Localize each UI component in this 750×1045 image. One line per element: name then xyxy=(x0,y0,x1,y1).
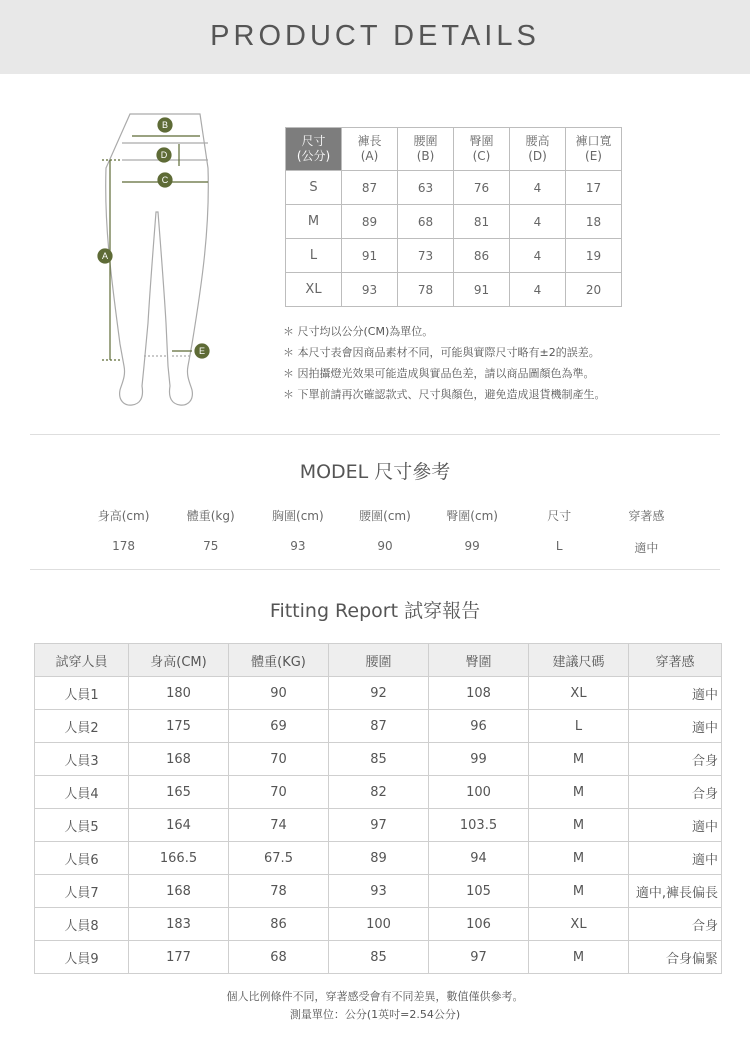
table-cell: 73 xyxy=(398,239,454,273)
table-cell: 85 xyxy=(329,941,429,974)
leggings-diagram xyxy=(92,108,222,413)
table-cell: XL xyxy=(286,273,342,307)
table-cell: 67.5 xyxy=(229,842,329,875)
table-cell: 人員1 xyxy=(35,677,129,710)
table-cell: 建議尺碼 xyxy=(529,644,629,677)
table-cell: S xyxy=(286,171,342,205)
table-cell: 適中 xyxy=(629,710,722,743)
table-cell: 164 xyxy=(129,809,229,842)
table-cell: 腰圍 xyxy=(329,644,429,677)
table-cell: 人員8 xyxy=(35,908,129,941)
table-cell: 適中 xyxy=(629,842,722,875)
table-cell: 78 xyxy=(229,875,329,908)
table-cell: 17 xyxy=(566,171,622,205)
table-cell: 合身 xyxy=(629,743,722,776)
table-cell: 87 xyxy=(329,710,429,743)
table-cell: 合身偏緊 xyxy=(629,941,722,974)
table-cell: 105 xyxy=(429,875,529,908)
fitting-header-row xyxy=(35,644,722,677)
table-cell: M xyxy=(529,776,629,809)
divider xyxy=(30,569,720,570)
table-cell: 臀圍 xyxy=(429,644,529,677)
page-header xyxy=(0,0,750,74)
label-c: C xyxy=(161,175,169,185)
table-cell: 人員6 xyxy=(35,842,129,875)
size-row xyxy=(286,171,622,205)
fitting-row xyxy=(35,677,722,710)
table-cell: 97 xyxy=(329,809,429,842)
table-cell: 4 xyxy=(510,205,566,239)
table-cell: 19 xyxy=(566,239,622,273)
table-cell: 70 xyxy=(229,776,329,809)
fitting-row xyxy=(35,941,722,974)
fitting-row xyxy=(35,842,722,875)
table-cell: 合身 xyxy=(629,776,722,809)
model-title: MODEL 尺寸參考 xyxy=(299,461,451,483)
size-header-cell: 臀圍 (C) xyxy=(454,128,510,171)
table-cell: 78 xyxy=(398,273,454,307)
table-cell: 人員9 xyxy=(35,941,129,974)
size-header-cell: 腰高 (D) xyxy=(510,128,566,171)
table-cell: 90 xyxy=(229,677,329,710)
table-cell: 166.5 xyxy=(129,842,229,875)
table-cell: 穿著感 xyxy=(629,644,722,677)
table-cell: 4 xyxy=(510,239,566,273)
table-cell: 76 xyxy=(454,171,510,205)
table-cell: 適中 xyxy=(629,677,722,710)
table-cell: 165 xyxy=(129,776,229,809)
table-cell: 168 xyxy=(129,875,229,908)
table-cell: 69 xyxy=(229,710,329,743)
table-cell: 合身 xyxy=(629,908,722,941)
table-cell: 100 xyxy=(429,776,529,809)
fitting-row xyxy=(35,743,722,776)
table-cell: 103.5 xyxy=(429,809,529,842)
size-header-cell: 尺寸 (公分) xyxy=(286,128,342,171)
note-line: ＊ 因拍攝燈光效果可能造成與實品色差，請以商品圖顏色為準。 xyxy=(283,367,595,380)
table-cell: M xyxy=(286,205,342,239)
label-d: D xyxy=(160,150,168,160)
fitting-table xyxy=(34,643,722,974)
table-cell: M xyxy=(529,743,629,776)
size-notes xyxy=(283,321,606,405)
model-values: 178 75 93 90 99 L 適中 xyxy=(112,539,659,555)
table-cell: 18 xyxy=(566,205,622,239)
table-cell: XL xyxy=(529,908,629,941)
table-cell: 70 xyxy=(229,743,329,776)
label-b: B xyxy=(161,120,169,130)
fitting-row xyxy=(35,875,722,908)
table-cell: 87 xyxy=(342,171,398,205)
table-cell: 試穿人員 xyxy=(35,644,129,677)
table-cell: 身高(CM) xyxy=(129,644,229,677)
size-row xyxy=(286,205,622,239)
table-cell: 180 xyxy=(129,677,229,710)
footer-line-1: 個人比例條件不同，穿著感受會有不同差異，數值僅供參考。 xyxy=(226,990,524,1003)
table-cell: M xyxy=(529,809,629,842)
table-cell: M xyxy=(529,842,629,875)
table-cell: 68 xyxy=(398,205,454,239)
fitting-row xyxy=(35,710,722,743)
label-a: A xyxy=(101,251,109,261)
table-cell: L xyxy=(286,239,342,273)
size-table xyxy=(285,127,622,307)
table-cell: 人員4 xyxy=(35,776,129,809)
table-cell: 97 xyxy=(429,941,529,974)
table-cell: 81 xyxy=(454,205,510,239)
size-header-cell: 褲長 (A) xyxy=(342,128,398,171)
label-e: E xyxy=(198,346,206,356)
table-cell: 108 xyxy=(429,677,529,710)
table-cell: 體重(KG) xyxy=(229,644,329,677)
size-row xyxy=(286,273,622,307)
table-cell: 68 xyxy=(229,941,329,974)
table-cell: 人員3 xyxy=(35,743,129,776)
table-cell: 人員5 xyxy=(35,809,129,842)
table-cell: 175 xyxy=(129,710,229,743)
note-line: ＊ 本尺寸表會因商品素材不同，可能與實際尺寸略有±2的誤差。 xyxy=(283,346,600,359)
table-cell: 適中 xyxy=(629,809,722,842)
table-cell: 177 xyxy=(129,941,229,974)
table-cell: XL xyxy=(529,677,629,710)
size-row xyxy=(286,239,622,273)
note-line: ＊ 尺寸均以公分(CM)為單位。 xyxy=(283,325,434,338)
table-cell: 100 xyxy=(329,908,429,941)
table-cell: 85 xyxy=(329,743,429,776)
table-cell: 20 xyxy=(566,273,622,307)
table-cell: 63 xyxy=(398,171,454,205)
table-cell: 4 xyxy=(510,273,566,307)
table-cell: 適中,褲長偏長 xyxy=(629,875,722,908)
model-headers: 身高(cm) 體重(kg) 胸圍(cm) 腰圍(cm) 臀圍(cm) 尺寸 穿著感 xyxy=(97,509,665,523)
table-cell: 93 xyxy=(342,273,398,307)
fitting-row xyxy=(35,776,722,809)
table-cell: 91 xyxy=(454,273,510,307)
table-cell: 91 xyxy=(342,239,398,273)
note-line: ＊ 下單前請再次確認款式、尺寸與顏色，避免造成退貨機制產生。 xyxy=(283,388,606,401)
table-cell: 96 xyxy=(429,710,529,743)
table-cell: 人員7 xyxy=(35,875,129,908)
table-cell: 人員2 xyxy=(35,710,129,743)
table-cell: M xyxy=(529,941,629,974)
page-title: PRODUCT DETAILS xyxy=(210,20,540,52)
table-cell: 92 xyxy=(329,677,429,710)
table-cell: 106 xyxy=(429,908,529,941)
fitting-row xyxy=(35,908,722,941)
table-cell: 82 xyxy=(329,776,429,809)
table-cell: 86 xyxy=(229,908,329,941)
table-cell: L xyxy=(529,710,629,743)
fitting-row xyxy=(35,809,722,842)
table-cell: 99 xyxy=(429,743,529,776)
footer-note xyxy=(0,988,750,1024)
size-header-cell: 腰圍 (B) xyxy=(398,128,454,171)
table-cell: 89 xyxy=(342,205,398,239)
table-cell: 74 xyxy=(229,809,329,842)
size-header-cell: 褲口寬 (E) xyxy=(566,128,622,171)
fitting-title: Fitting Report 試穿報告 xyxy=(269,600,481,622)
table-cell: M xyxy=(529,875,629,908)
table-cell: 94 xyxy=(429,842,529,875)
divider xyxy=(30,434,720,435)
model-table xyxy=(80,507,690,556)
table-cell: 89 xyxy=(329,842,429,875)
footer-line-2: 測量單位：公分(1英吋=2.54公分) xyxy=(289,1008,461,1021)
table-cell: 93 xyxy=(329,875,429,908)
table-cell: 86 xyxy=(454,239,510,273)
table-cell: 183 xyxy=(129,908,229,941)
table-cell: 168 xyxy=(129,743,229,776)
table-cell: 4 xyxy=(510,171,566,205)
